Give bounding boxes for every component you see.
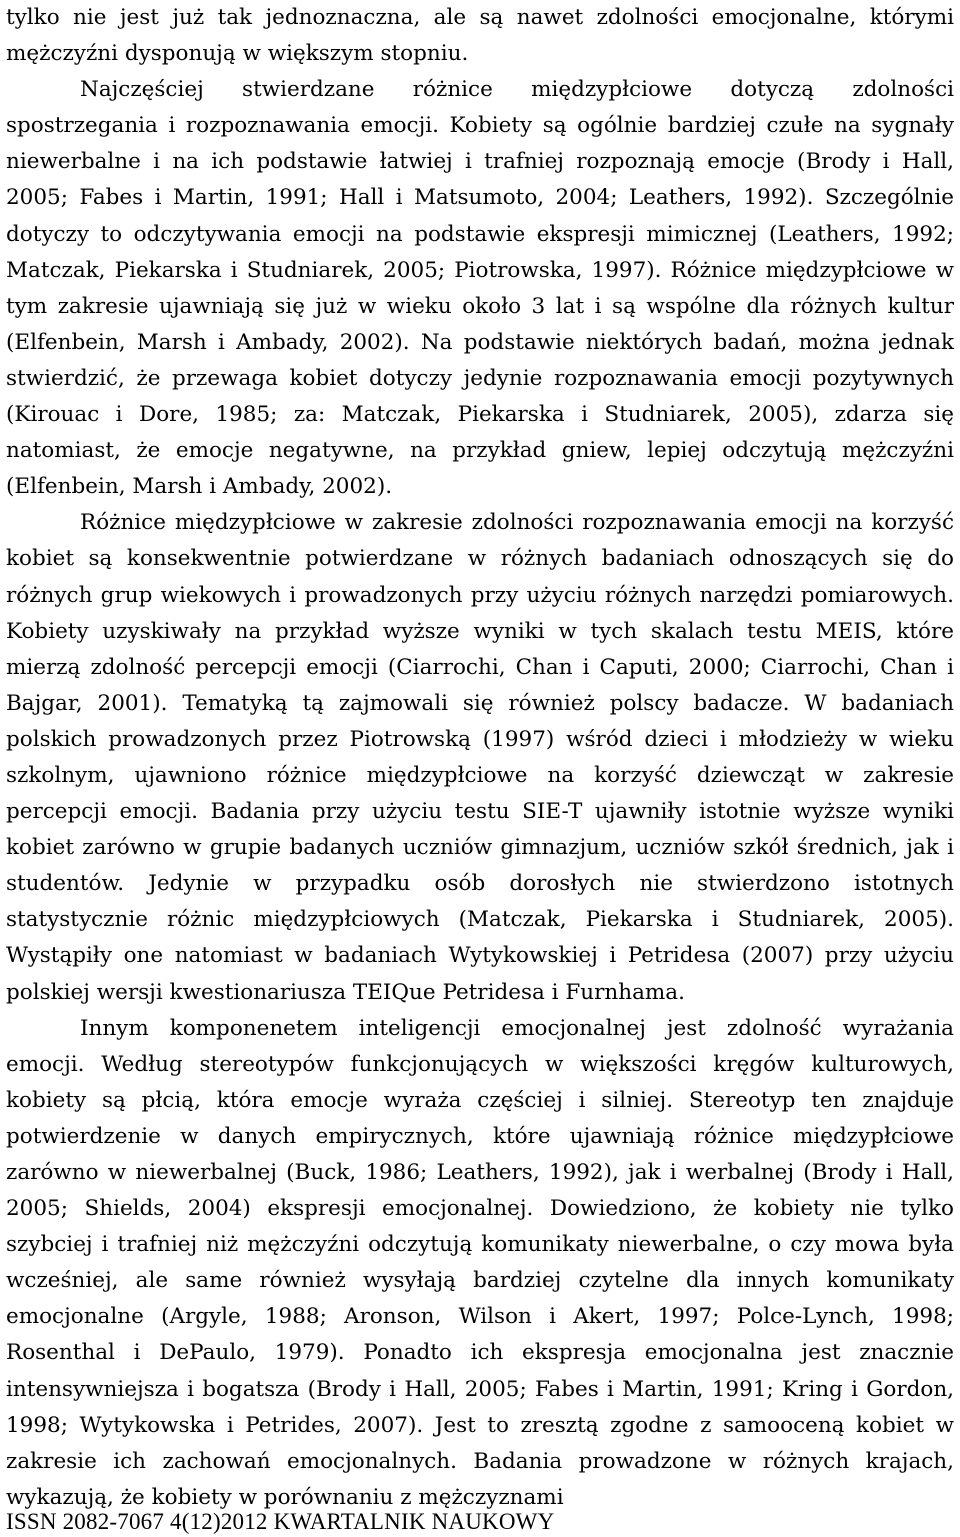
- paragraph-emotion-expression: Innym komponenetem inteligencji emocjonalnej jest zdolność wyrażania emocji. Według stereotypów funkcjonujących w większości kręgów kulturowych, kobiety są płcią, która emocje wyraża częściej i silniej. Stereotyp ten znajduje potwierdzenie w danych empirycznych, które ujawniają różnice międzypłciowe zarówno w niewerbalnej (Buck, 1986; Leathers, 1992), jak i werbalnej (Brody i Hall, 2005; Shields, 2004) ekspresji emocjonalnej. Dowiedziono, że kobiety nie tylko szybciej i trafniej niż mężczyźni odczytują komunikaty niewerbalne, o czy mowa była wcześniej, ale same również wysyłają bardziej czytelne dla innych komunikaty emocjonalne (Argyle, 1988; Aronson, Wilson i Akert, 1997; Polce-Lynch, 1998; Rosenthal i DePaulo, 1979). Ponadto ich ekspresja emocjonalna jest znacznie intensywniejsza i bogatsza (Brody i Hall, 2005; Fabes i Martin, 1991; Kring i Gordon, 1998; Wytykowska i Petrides, 2007). Jest to zresztą zgodne z samooceną kobiet w zakresie ich zachowań emocjonalnych. Badania prowadzone w różnych krajach, wykazują, że kobiety w porównaniu z mężczyznami: [6, 1015, 954, 1510]
- paragraph-gender-differences: Różnice międzypłciowe w zakresie zdolności rozpoznawania emocji na korzyść kobiet są konsekwentnie potwierdzane w różnych badaniach odnoszących się do różnych grup wiekowych i prowadzonych przy użyciu różnych narzędzi pomiarowych. Kobiety uzyskiwały na przykład wyższe wyniki w tych skalach testu MEIS, które mierzą zdolność percepcji emocji (Ciarrochi, Chan i Caputi, 2000; Ciarrochi, Chan i Bajgar, 2001). Tematyką tą zajmowali się również polscy badacze. W badaniach polskich prowadzonych przez Piotrowską (1997) wśród dzieci i młodzieży w wieku szkolnym, ujawniono różnice międzypłciowe na korzyść dziewcząt w zakresie percepcji emocji. Badania przy użyciu testu SIE-T ujawniły istotnie wyższe wyniki kobiet zarówno w grupie badanych uczniów gimnazjum, uczniów szkół średnich, jak i studentów. Jedynie w przypadku osób dorosłych nie stwierdzono istotnych statystycznie różnic międzypłciowych (Matczak, Piekarska i Studniarek, 2005). Wystąpiły one natomiast w badaniach Wytykowskiej i Petridesa (2007) przy użyciu polskiej wersji kwestionariusza TEIQue Petridesa i Furnhama.: [6, 510, 954, 1005]
- page-footer: ISSN 2082-7067 4(12)2012 KWARTALNIK NAUKOWY: [6, 1509, 555, 1534]
- body-text: [6, 0, 954, 1516]
- paragraph-emotion-recognition: Najczęściej stwierdzane różnice międzypłciowe dotyczą zdolności spostrzegania i rozpoznawania emocji. Kobiety są ogólnie bardziej czułe na sygnały niewerbalne i na ich podstawie łatwiej i trafniej rozpoznają emocje (Brody i Hall, 2005; Fabes i Martin, 1991; Hall i Matsumoto, 2004; Leathers, 1992). Szczególnie dotyczy to odczytywania emocji na podstawie ekspresji mimicznej (Leathers, 1992; Matczak, Piekarska i Studniarek, 2005; Piotrowska, 1997). Różnice międzypłciowe w tym zakresie ujawniają się już w wieku około 3 lat i są wspólne dla różnych kultur (Elfenbein, Marsh i Ambady, 2002). Na podstawie niektórych badań, można jednak stwierdzić, że przewaga kobiet dotyczy jedynie rozpoznawania emocji pozytywnych (Kirouac i Dore, 1985; za: Matczak, Piekarska i Studniarek, 2005), zdarza się natomiast, że emocje negatywne, na przykład gniew, lepiej odczytują mężczyźni (Elfenbein, Marsh i Ambady, 2002).: [6, 77, 954, 500]
- paragraph-continuation: tylko nie jest już tak jednoznaczna, ale są nawet zdolności emocjonalne, którymi mężczyźni dysponują w większym stopniu.: [6, 5, 954, 67]
